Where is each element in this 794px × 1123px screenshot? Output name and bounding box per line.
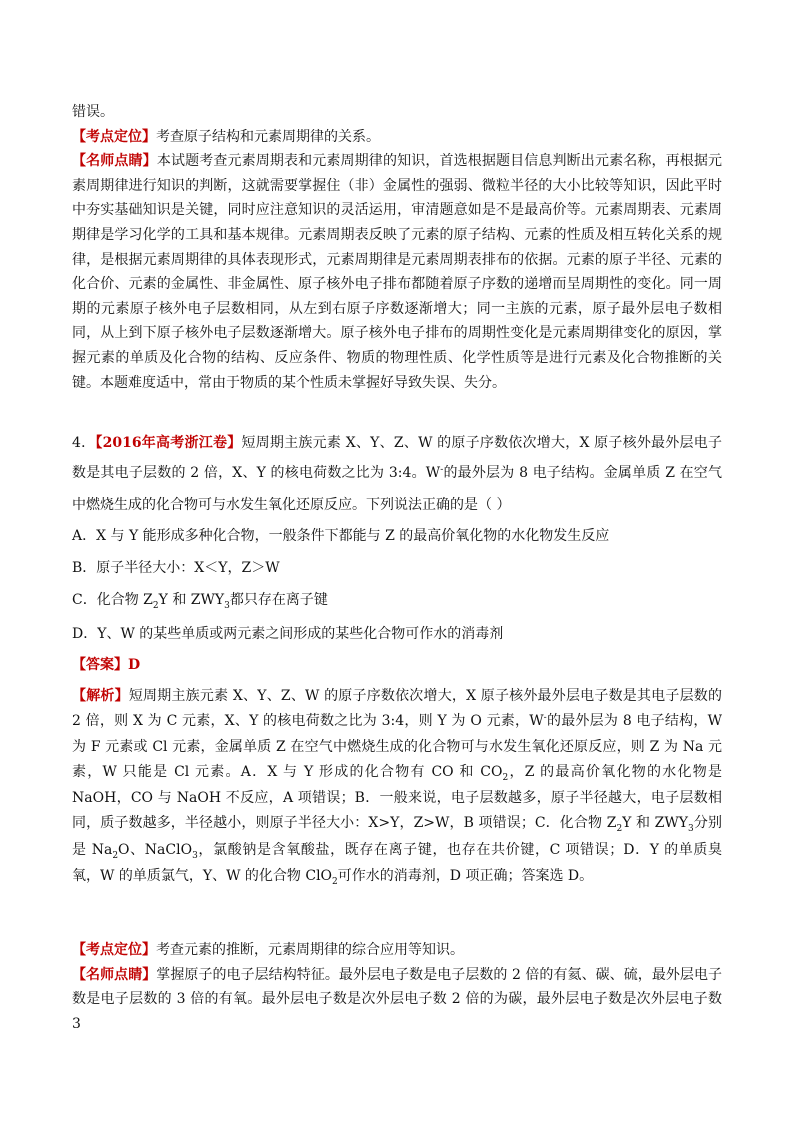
subscript: 2	[152, 601, 159, 611]
option-b: B．原子半径大小：X＜Y，Z＞W	[72, 560, 280, 576]
subscript: 3	[192, 850, 198, 861]
answer-value: D	[128, 657, 141, 673]
analysis-text: 可作水的消毒剂，D 项正确；答案选 D。	[337, 868, 594, 885]
question-stem	[72, 428, 722, 520]
question-source: 【2016年高考浙江卷】	[95, 435, 242, 451]
teacher-comment-tag-2: 【名师点睛】	[72, 966, 157, 983]
teacher-comment-text-2: 掌握原子的电子层结构特征。最外层电子数是电子层数的 2 倍的有氦、碳、硫，最外层电子数是电子层数的 3 倍的有氧。最外层电子数是次外层电子数 2 倍的为碳，最外层电子数是次外层电子数 3	[72, 966, 723, 1032]
subscript: 2	[502, 772, 509, 783]
teacher-comment-paragraph	[72, 149, 722, 395]
analysis-text: 短周期主族元素 X、Y、Z、W 的原子序数依次增大，X 原子核外最外层电子数是其电子层数的 2 倍，则 X 为 C 元素，X、Y 的核电荷数之比为 3:4，则 Y 为 O 元素，W	[72, 688, 722, 729]
superscript-minus: -	[440, 465, 444, 475]
option-d: D．Y、W 的某些单质或两元素之间形成的某些化合物可作水的消毒剂	[72, 626, 504, 642]
analysis-text: O、NaClO	[118, 841, 193, 858]
option-a: A．X 与 Y 能形成多种化合物，一般条件下都能与 Z 的最高价氧化物的水化物发生反应	[72, 528, 610, 544]
subscript: 2	[616, 823, 623, 834]
analysis-text: ，氯酸钠是含氧酸盐，既存在离子键，也存在共价键，C 项错误；D．Y 的单质臭氧，W 的单质氯气，Y、W 的化合物 ClO	[72, 841, 723, 885]
exam-point-text-2: 考查元素的推断，元素周期律的综合应用等知识。	[156, 942, 464, 958]
answer-line	[72, 653, 722, 678]
subscript: 2	[112, 850, 119, 861]
subscript: 3	[224, 601, 230, 611]
answer-block	[72, 653, 722, 678]
exam-point-paragraph-2	[72, 938, 722, 963]
subscript: 3	[688, 823, 694, 834]
option-c	[72, 584, 722, 618]
teacher-comment-text: 本试题考查元素周期表和元素周期律的知识，首选根据题目信息判断出元素名称，再根据元素周期律进行知识的判断，这就需要掌握住（非）金属性的强弱、微粒半径的大小比较等知识，因此平时中夯实基础知识是关键，同时应注意知识的灵活运用，审清题意如是不是最高价等。元素周期表、元素周期律是学习化学的工具和基本规律。元素周期表反映了元素的原子结构、元素的性质及相互转化关系的规律，是根据元素周期律的具体表现形式，元素周期律是元素周期表排布的依据。元素的原子半径、元素的化合价、元素的金属性、非金属性、原子核外电子排布都随着原子序数的递增而呈周期性的变化。同一周期的元素原子核外电子层数相同，从左到右原子序数逐渐增大；同一主族的元素，原子最外层电子数相同，从上到下原子核外电子层数逐渐增大。原子核外电子排布的周期性变化是元素周期律变化的原因，掌握元素的单质及化合物的结构、反应条件、物质的物理性质、化学性质等是进行元素及化合物推断的关键。本题难度适中，常由于物质的某个性质未掌握好导致失误、失分。	[72, 153, 723, 391]
option-c-text-1: C．化合物 Z	[72, 592, 153, 608]
question-4	[72, 428, 722, 650]
analysis-block	[72, 684, 722, 891]
previous-explanation	[72, 100, 722, 395]
analysis-paragraph	[72, 684, 722, 891]
question-stem-text-1: 短周期主族元素 X、Y、Z、W 的原子序数依次增大，X 原子核外最外层电子数是其电子层数的 2 倍，X、Y 的核电荷数之比为 3:4。W	[72, 435, 722, 481]
analysis-text: 的最外层为 8 电子结构，W 为 F 元素或 Cl 元素，金属单质 Z 在空气中燃烧生成的化合物可与水发生氧化还原反应，则 Z 为 Na 元素，W 只能是 Cl 元素。A．X 与 Y 形成的化合物有 CO 和 CO	[72, 712, 722, 780]
superscript-minus: -	[543, 712, 547, 723]
analysis-text: ，Z 的最高价氧化物的水化物是 NaOH，CO 与 NaOH 不反应，A 项错误；B．一般来说，电子层数越多，原子半径越大，电子层数相同，质子数越多，半径越小，则原子半径大小：X>Y，Z>W，B 项错误；C．化合物 Z	[72, 763, 722, 831]
subscript: 2	[332, 877, 338, 888]
exam-point-tag-2: 【考点定位】	[72, 942, 156, 958]
analysis-text: Y 和 ZWY	[622, 814, 689, 831]
question-stem-text-2: 的最外层为 8 电子结构。金属单质 Z 在空气中燃烧生成的化合物可与水发生氧化还原反应。下列说法正确的是（ ）	[72, 465, 722, 513]
answer-tag: 【答案】	[72, 657, 128, 673]
exam-point-tag: 【考点定位】	[72, 128, 156, 145]
analysis-tag: 【解析】	[72, 688, 129, 704]
summary-block	[72, 938, 722, 1036]
question-number: 4．	[72, 435, 96, 451]
option-c-text-2: Y 和 ZWY	[158, 592, 225, 608]
option-c-text-3: 都只存在离子键	[229, 592, 328, 608]
teacher-comment-paragraph-2	[72, 963, 722, 1037]
teacher-comment-tag: 【名师点睛】	[72, 153, 157, 170]
analysis-text: 分别是 Na	[72, 814, 722, 858]
exam-point-paragraph	[72, 125, 722, 150]
exam-point-text: 考查原子结构和元素周期律的关系。	[156, 128, 380, 145]
continuation-text: 错误。	[72, 104, 114, 120]
